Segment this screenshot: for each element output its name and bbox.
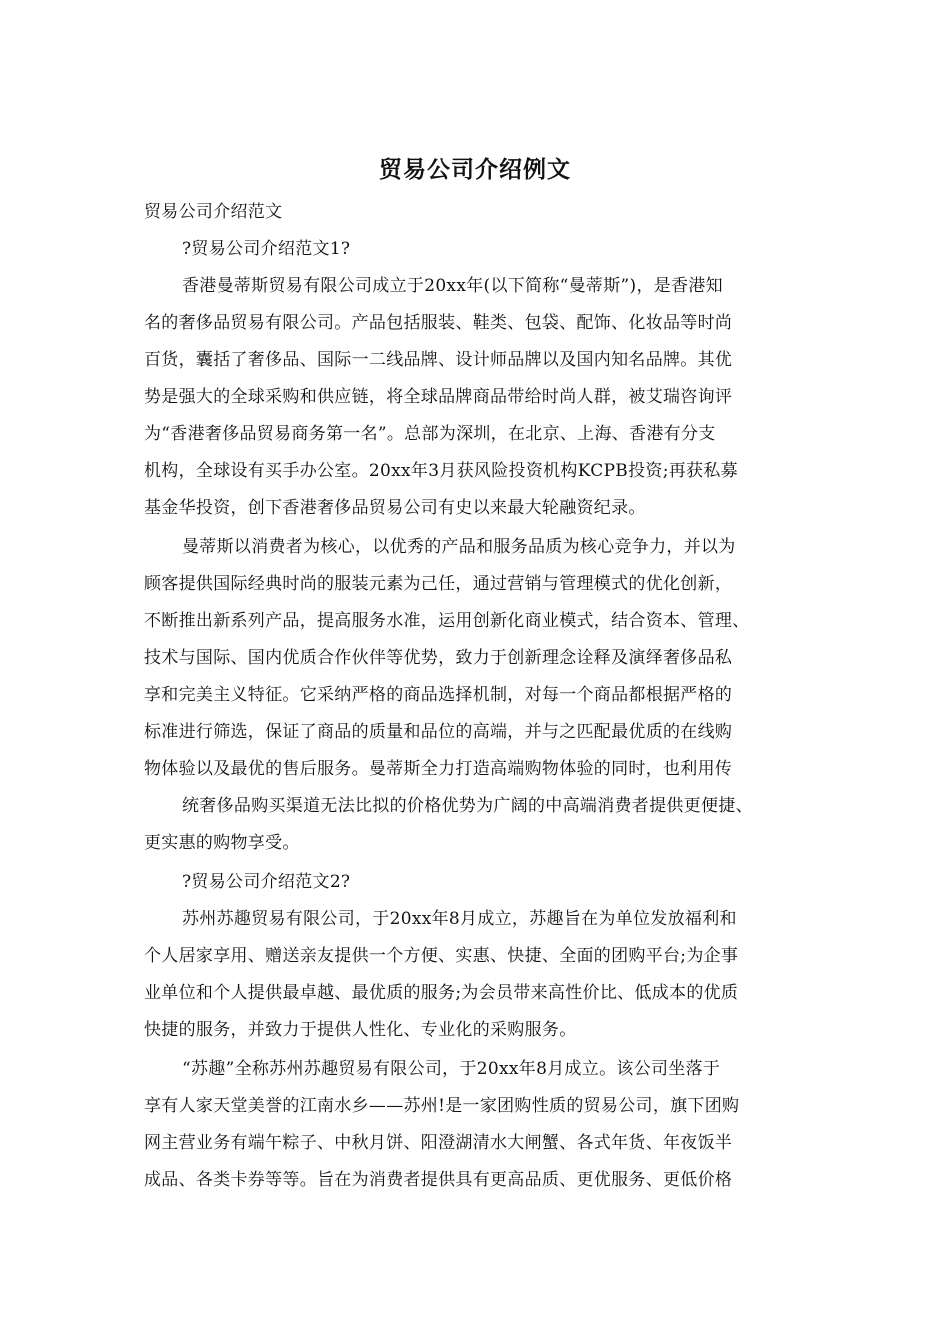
text-line: 顾客提供国际经典时尚的服装元素为己任，通过营销与管理模式的优化创新， (144, 574, 733, 594)
text-line: 标准进行筛选，保证了商品的质量和品位的高端，并与之匹配最优质的在线购 (144, 722, 733, 742)
text-line: 成品、各类卡券等等。旨在为消费者提供具有更高品质、更优服务、更低价格 (144, 1170, 733, 1190)
text-line: 百货，囊括了奢侈品、国际一二线品牌、设计师品牌以及国内知名品牌。其优 (144, 350, 733, 370)
section-heading: ?贸易公司介绍范文1? (182, 239, 351, 259)
text-line: “苏趣”全称苏州苏趣贸易有限公司，于20xx年8月成立。该公司坐落于 (182, 1059, 721, 1079)
text-line: 基金华投资，创下香港奢侈品贸易公司有史以来最大轮融资纪录。 (144, 498, 646, 518)
text-line: 曼蒂斯以消费者为核心，以优秀的产品和服务品质为核心竞争力，并以为 (182, 537, 736, 557)
text-line: 为“香港奢侈品贸易商务第一名”。总部为深圳，在北京、上海、香港有分支 (144, 424, 716, 444)
text-line: 快捷的服务，并致力于提供人性化、专业化的采购服务。 (144, 1020, 577, 1040)
text-line: 个人居家享用、赠送亲友提供一个方便、实惠、快捷、全面的团购平台;为企事 (144, 946, 739, 966)
text-line: 更实惠的购物享受。 (144, 833, 300, 853)
text-line: 香港曼蒂斯贸易有限公司成立于20xx年(以下简称“曼蒂斯”)，是香港知 (182, 276, 723, 296)
section-heading: ?贸易公司介绍范文2? (182, 872, 351, 892)
text-line: 贸易公司介绍范文 (144, 202, 283, 222)
text-line: 享和完美主义特征。它采纳严格的商品选择机制，对每一个商品都根据严格的 (144, 685, 733, 705)
text-line: 势是强大的全球采购和供应链，将全球品牌商品带给时尚人群，被艾瑞咨询评 (144, 387, 733, 407)
text-line: 物体验以及最优的售后服务。曼蒂斯全力打造高端购物体验的同时，也利用传 (144, 759, 733, 779)
text-line: 享有人家天堂美誉的江南水乡——苏州!是一家团购性质的贸易公司，旗下团购 (144, 1096, 740, 1116)
text-line: 机构，全球设有买手办公室。20xx年3月获风险投资机构KCPB投资;再获私募 (144, 461, 738, 481)
text-line: 名的奢侈品贸易有限公司。产品包括服装、鞋类、包袋、配饰、化妆品等时尚 (144, 313, 733, 333)
text-line: 业单位和个人提供最卓越、最优质的服务;为会员带来高性价比、低成本的优质 (144, 983, 739, 1003)
document-title: 贸易公司介绍例文 (379, 156, 571, 183)
text-line: 统奢侈品购买渠道无法比拟的价格优势为广阔的中高端消费者提供更便捷、 (182, 796, 753, 816)
text-line: 技术与国际、国内优质合作伙伴等优势，致力于创新理念诠释及演绎奢侈品私 (144, 648, 733, 668)
text-line: 苏州苏趣贸易有限公司，于20xx年8月成立，苏趣旨在为单位发放福利和 (182, 909, 737, 929)
text-line: 不断推出新系列产品，提高服务水准，运用创新化商业模式，结合资本、管理、 (144, 611, 750, 631)
text-line: 网主营业务有端午粽子、中秋月饼、阳澄湖清水大闸蟹、各式年货、年夜饭半 (144, 1133, 733, 1153)
